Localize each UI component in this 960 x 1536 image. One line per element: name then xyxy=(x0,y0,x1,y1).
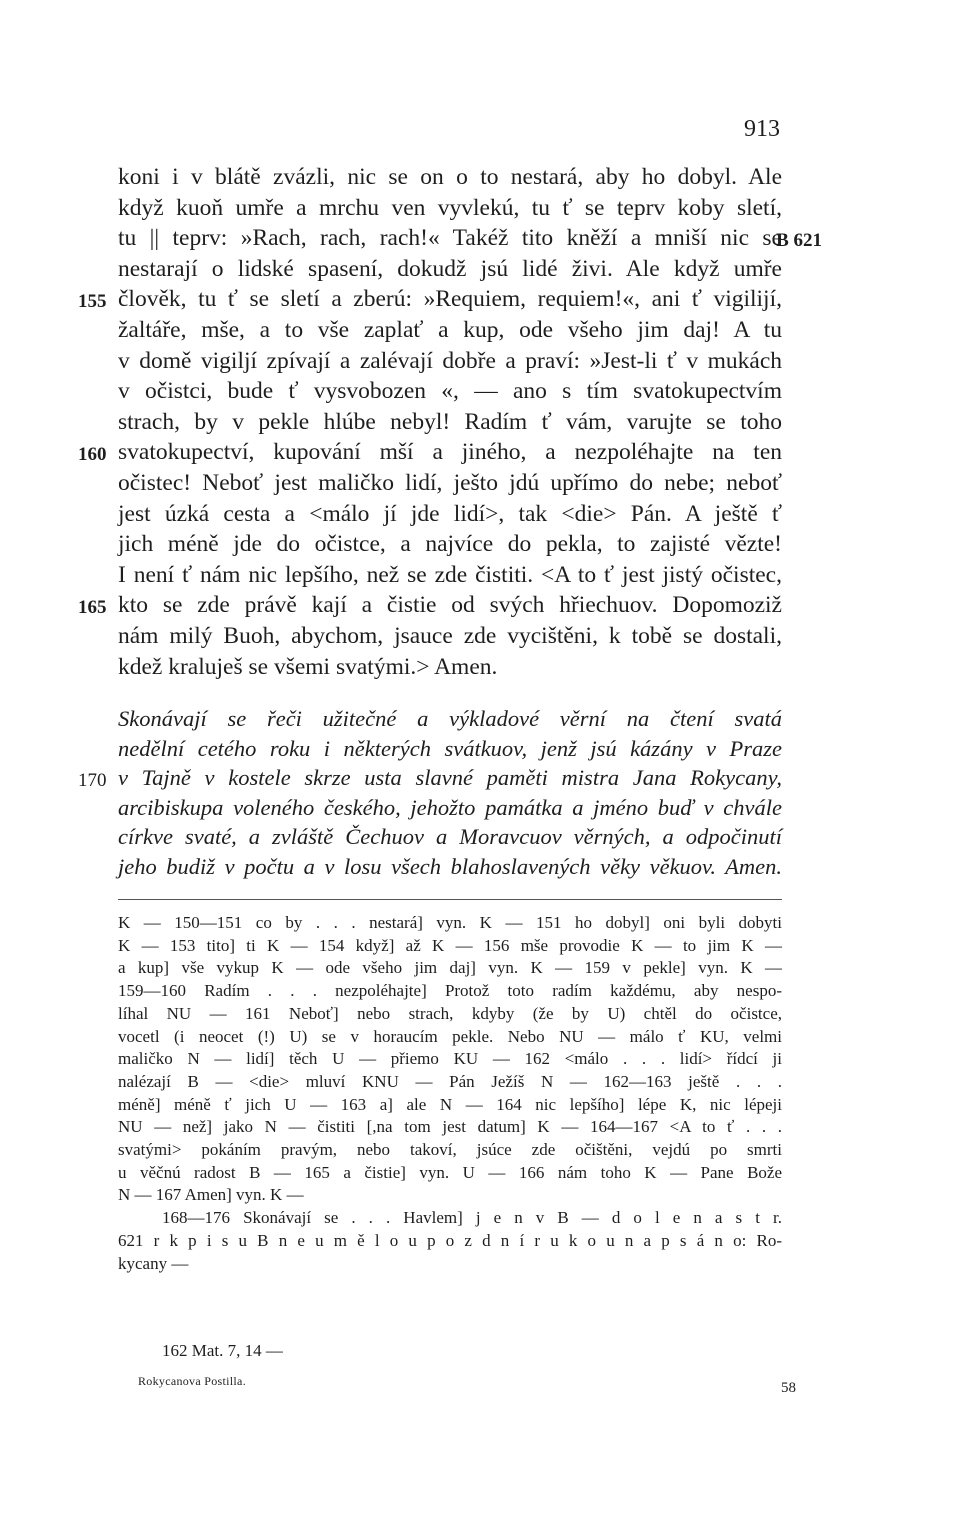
main-line: I není ť nám nic lepšího, než se zde čistiti. <A to ť jest jistý očistec, xyxy=(118,561,782,588)
notes-line: u věčnú radost B — 165 a čistie] vyn. U — 166 nám toho K — Pane Bože xyxy=(118,1162,782,1182)
italic-line: církve svaté, a zvláště Čechuov a Moravcuov věrných, a odpočinutí xyxy=(118,824,782,849)
notes-line: líhal NU — 161 Neboť] nebo strach, kdyby (že by U) chtěl do očistce, xyxy=(118,1003,782,1023)
notes-line: 621 r k p i s u B n e u m ě l o u p o z d n í r u k o u n a p s á n o: Ro- xyxy=(118,1230,782,1250)
page-number: 913 xyxy=(744,116,780,142)
notes-line: K — 150—151 co by . . . nestará] vyn. K — 151 ho dobyl] oni byli dobyti xyxy=(118,913,782,932)
notes-line: svatými> pokáním pravým, nebo takoví, jsúce zde očištěni, vejdú po smrti xyxy=(118,1140,782,1160)
italic-line: nedělní cetého roku i některých svátkuov, jenž jsú kázány v Praze xyxy=(118,735,782,761)
notes-line: méně] méně ť jich U — 163 a] ale N — 164 nic lepšího] lépe K, nic lépeji xyxy=(118,1094,782,1114)
margin-ref-b621: B 621 xyxy=(776,230,822,251)
notes-line: kycany — xyxy=(118,1253,189,1273)
main-line: kdež kraluješ se všemi svatými.> Amen. xyxy=(118,653,498,680)
main-line: nestarají o lidské spasení, dokudž jsú lidé živi. Ale když umře xyxy=(118,255,782,282)
line-number-160: 160 xyxy=(78,444,107,465)
notes-line: K — 153 tito] ti K — 154 když] až K — 156 mše provodie K — to jim K — xyxy=(118,935,782,955)
line-number-170: 170 xyxy=(78,770,107,791)
main-line: člověk, tu ť se sletí a zberú: »Requiem, requiem!«, ani ť vigilijí, xyxy=(118,286,782,313)
line-number-155: 155 xyxy=(78,291,107,312)
notes-line: 159—160 Radím . . . nezpoléhajte] Protož toto radím každému, aby nespo- xyxy=(118,981,782,1001)
main-line: žaltáře, mše, a to vše zaplať a kup, ode všeho jim daj! A tu xyxy=(118,316,782,343)
notes-line: vocetl (i neocet (!) U) se v horaucím pekle. Nebo NU — málo ť KU, velmi xyxy=(118,1026,782,1046)
main-line: když kuoň umře a mrchu ven vyvlekú, tu ť se teprv koby sletí, xyxy=(118,194,782,221)
notes-line: nalézají B — <die> mluví KNU — Pán Ježíš N — 162—163 ještě . . . xyxy=(118,1071,782,1091)
main-line: koni i v blátě zvázli, nic se on o to nestará, aby ho dobyl. Ale xyxy=(118,164,782,190)
main-line: nám milý Buoh, abychom, jsauce zde vycištěni, k tobě se dostali, xyxy=(118,622,782,649)
notes-line: maličko N — lidí] těch U — přiemo KU — 162 <málo . . . lidí> řídcí ji xyxy=(118,1049,782,1069)
main-line: strach, by v pekle hlúbe nebyl! Radím ť vám, varujte se toho xyxy=(118,408,782,435)
reference-note: 162 Mat. 7, 14 — xyxy=(162,1341,283,1360)
main-line: očistec! Neboť jest maličko lidí, ješto jdú upřímo do nebe; neboť xyxy=(118,469,782,496)
main-line: tu || teprv: »Rach, rach, rach!« Takéž tito kněží a mniší nic se xyxy=(118,225,782,252)
notes-line: a kup] vše vykup K — ode všeho jim daj] vyn. K — 159 v pekle] vyn. K — xyxy=(118,958,782,978)
main-line: v očistci, bude ť vysvobozen «, — ano s tím svatokupectvím xyxy=(118,378,782,405)
line-number-165: 165 xyxy=(78,597,107,618)
main-line: jich méně jde do očistce, a najvíce do pekla, to zajisté vězte! xyxy=(118,531,782,558)
footer-sheet-number: 58 xyxy=(781,1380,796,1396)
italic-line: v Tajně v kostele skrze usta slavné paměti mistra Jana Rokycany, xyxy=(118,765,782,790)
main-line: v domě vigiljí zpívají a zalévají dobře a praví: »Jest-li ť v mukách xyxy=(118,347,782,374)
italic-line: arcibiskupa voleného českého, jehožto památka a jméno buď v chvále xyxy=(118,794,782,820)
main-line: jest úzká cesta a <málo jí jde lidí>, tak <die> Pán. A ještě ť xyxy=(118,500,782,527)
footnote-rule xyxy=(118,899,782,900)
footer-book-title: Rokycanova Postilla. xyxy=(138,1374,246,1388)
notes-line: N — 167 Amen] vyn. K — xyxy=(118,1185,304,1205)
italic-line: Skonávají se řeči užitečné a výkladové věrní na čtení svatá xyxy=(118,706,782,731)
critical-apparatus xyxy=(118,912,782,1275)
main-line: kto se zde právě kají a čistie od svých hřiechuov. Dopomoziž xyxy=(118,592,782,619)
notes-line: NU — než] jako N — čistiti [,na tom jest datum] K — 164—167 <A to ť . . . xyxy=(118,1117,782,1137)
main-text xyxy=(118,162,782,682)
italic-line: jeho budiž v počtu a v losu všech blahoslavených věky věkuov. Amen. xyxy=(118,853,782,879)
closing-italic-paragraph xyxy=(118,704,782,881)
main-line: svatokupectví, kupování mší a jiného, a nezpoléhajte na ten xyxy=(118,439,782,466)
notes-line: 168—176 Skonávají se . . . Havlem] j e n v B — d o l e n a s t r. xyxy=(162,1208,782,1228)
